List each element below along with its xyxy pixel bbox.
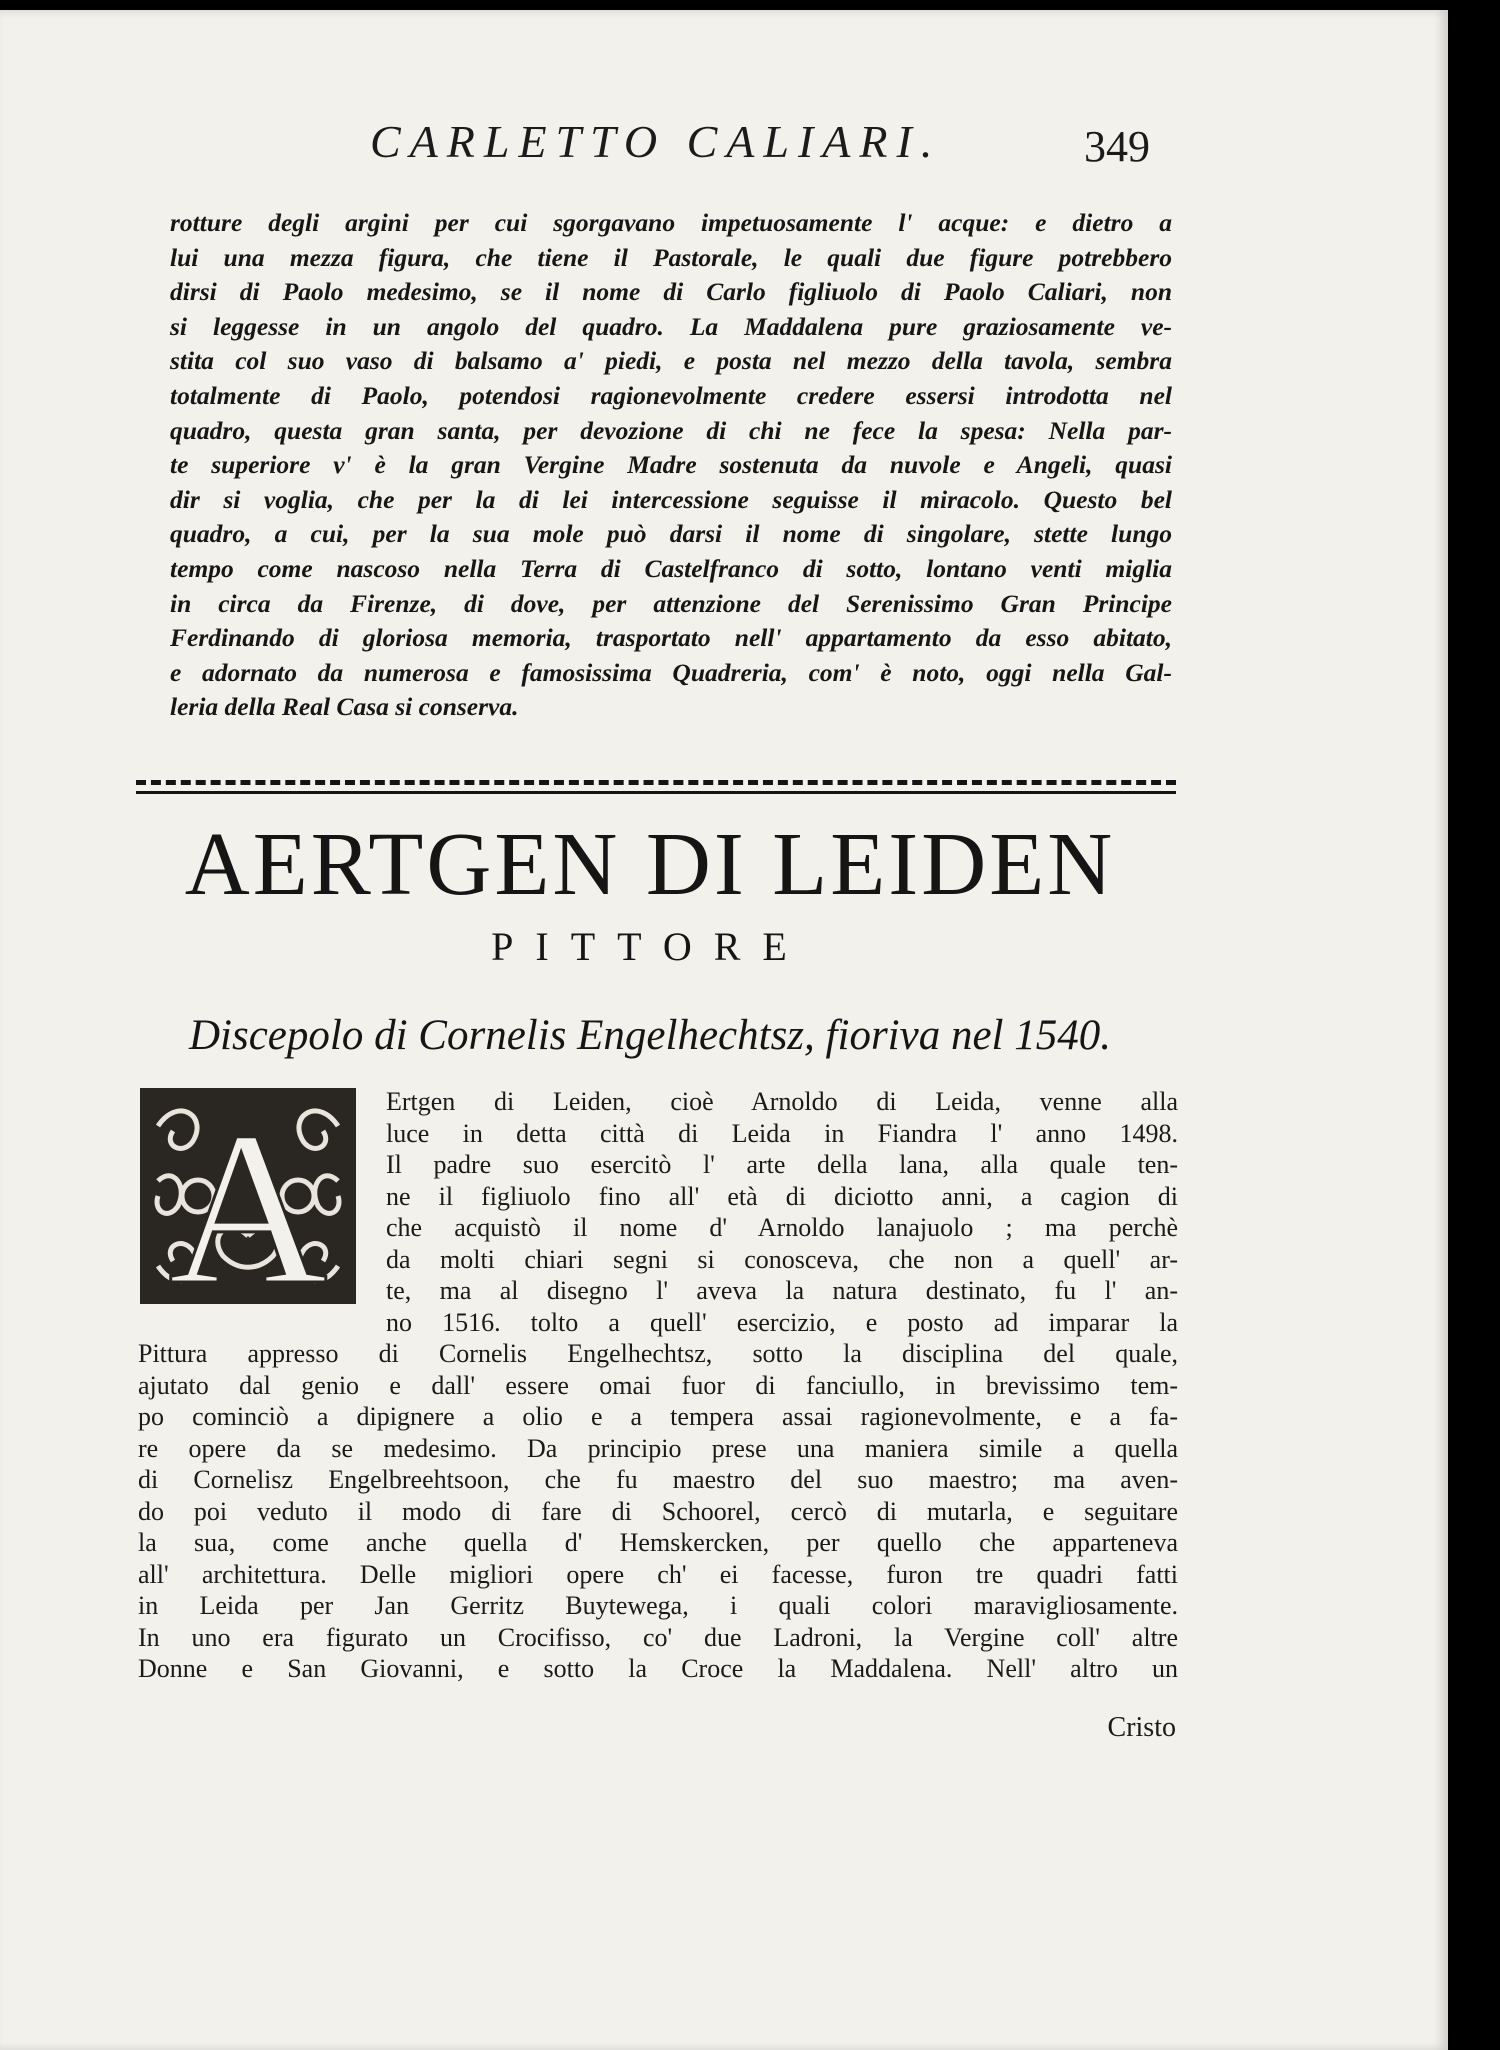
text-line: totalmente di Paolo, potendosi ragionevolmente credere essersi introdotta nel: [170, 380, 1172, 410]
text-line: po cominciò a dipignere a olio e a tempera assai ragionevolmente, e a fa-: [138, 1402, 1178, 1431]
section-divider-dashed: [136, 780, 1176, 785]
text-line: te, ma al disegno l' aveva la natura destinato, fu l' an-: [386, 1276, 1178, 1305]
text-line: di Cornelisz Engelbreehtsoon, che fu maestro del suo maestro; ma aven-: [138, 1465, 1178, 1494]
page-header: [370, 115, 1150, 175]
text-line: la sua, come anche quella d' Hemskercken, per quello che apparteneva: [138, 1528, 1178, 1557]
text-line: do poi veduto il modo di fare di Schoorel, cercò di mutarla, e seguitare: [138, 1496, 1178, 1526]
text-line: tempo come nascoso nella Terra di Castelfranco di sotto, lontano venti miglia: [170, 553, 1172, 583]
text-line: ajutato dal genio e dall' essere omai fuor di fanciullo, in brevissimo tem-: [138, 1370, 1178, 1400]
text-line: all' architettura. Delle migliori opere ch' ei facesse, furon tre quadri fatti: [138, 1559, 1178, 1589]
text-line: Donne e San Giovanni, e sotto la Croce la Maddalena. Nell' altro un: [138, 1654, 1178, 1683]
text-line: quadro, questa gran santa, per devozione di chi ne fece la spesa: Nella par-: [170, 415, 1172, 445]
text-line: in circa da Firenze, di dove, per attenzione del Serenissimo Gran Principe: [170, 588, 1172, 618]
artist-name: AERTGEN DI LEIDEN: [184, 815, 1116, 914]
text-line: stita col suo vaso di balsamo a' piedi, e posta nel mezzo della tavola, sembra: [170, 346, 1172, 376]
catchword: Cristo: [1107, 1712, 1176, 1743]
text-line: leria della Real Casa si conserva.: [170, 692, 519, 722]
drop-cap-letter: A: [168, 1086, 328, 1306]
text-line: ne il figliuolo fino all' età di diciotto anni, a cagion di: [386, 1181, 1178, 1211]
running-title: CARLETTO CALIARI.: [370, 116, 942, 167]
text-line: no 1516. tolto a quell' esercizio, e posto ad imparar la: [386, 1307, 1178, 1337]
text-line: in Leida per Jan Gerritz Buytewega, i quali colori maravigliosamente.: [138, 1591, 1178, 1620]
page-number: 349: [1084, 122, 1150, 171]
text-line: quadro, a cui, per la sua mole può darsi il nome di singolare, stette lungo: [170, 519, 1172, 549]
continuation-paragraph: [170, 206, 1172, 725]
text-line: luce in detta città di Leida in Fiandra l' anno 1498.: [386, 1118, 1178, 1148]
text-line: te superiore v' è la gran Vergine Madre sostenuta da nuvole e Angeli, quasi: [170, 450, 1172, 480]
text-line: e adornato da numerosa e famosissima Quadreria, com' è noto, oggi nella Gal-: [170, 657, 1172, 687]
main-paragraph: [138, 1086, 1178, 1685]
scan-border: [1448, 0, 1500, 2050]
text-line: In uno era figurato un Crocifisso, co' due Ladroni, la Vergine coll' altre: [138, 1622, 1178, 1652]
text-line: da molti chiari segni si conosceva, che non a quell' ar-: [386, 1244, 1178, 1274]
section-heading: [110, 810, 1190, 1064]
text-line: re opere da se medesimo. Da principio prese una maniera simile a quella: [138, 1433, 1178, 1463]
text-line: rotture degli argini per cui sgorgavano impetuosamente l' acque: e dietro a: [170, 208, 1172, 237]
text-line: dirsi di Paolo medesimo, se il nome di Carlo figliuolo di Paolo Caliari, non: [170, 277, 1172, 307]
text-line: si leggesse in un angolo del quadro. La Maddalena pure graziosamente ve-: [170, 311, 1172, 341]
text-line: Pittura appresso di Cornelis Engelhechtsz, sotto la disciplina del quale,: [138, 1339, 1178, 1368]
text-line: Il padre suo esercitò l' arte della lana, alla quale ten-: [386, 1150, 1178, 1179]
text-line: che acquistò il nome d' Arnoldo lanajuolo ; ma perchè: [386, 1213, 1178, 1242]
text-line: Ferdinando di gloriosa memoria, trasportato nell' appartamento da esso abitato,: [170, 623, 1172, 653]
text-line: lui una mezza figura, che tiene il Pastorale, le quali due figure potrebbero: [170, 242, 1172, 272]
artist-profession: PITTORE: [491, 924, 809, 969]
text-line: Ertgen di Leiden, cioè Arnoldo di Leida, venne alla: [386, 1087, 1178, 1116]
section-divider-solid: [136, 791, 1176, 794]
book-page: [0, 10, 1448, 2050]
artist-subtitle: Discepolo di Cornelis Engelhechtsz, fioriva nel 1540.: [188, 1012, 1111, 1059]
text-line: dir si voglia, che per la di lei intercessione seguisse il miracolo. Questo bel: [170, 484, 1172, 514]
